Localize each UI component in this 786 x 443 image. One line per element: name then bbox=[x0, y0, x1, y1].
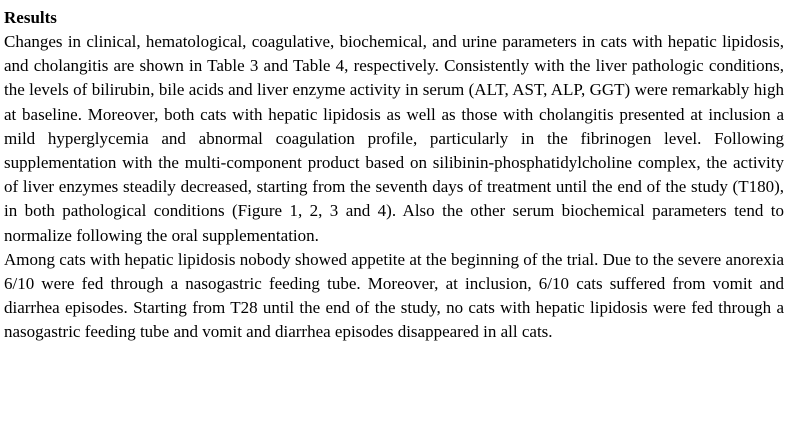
section-heading: Results bbox=[4, 8, 57, 27]
paragraph-1: Changes in clinical, hematological, coagulative, biochemical, and urine parameters in cats with hepatic lipidosis, and cholangitis are shown in Table 3 and Table 4, respectively. Consistently with the liver pathologic conditions, the levels of bilirubin, bile acids and liver enzyme activity in serum (ALT, AST, ALP, GGT) were remarkably high at baseline. Moreover, both cats with hepatic lipidosis as well as those with cholangitis presented at inclusion a mild hyperglycemia and abnormal coagulation profile, particularly in the fibrinogen level. Following supplementation with the multi-component product based on silibinin-phosphatidylcholine complex, the activity of liver enzymes steadily decreased, starting from the seventh days of treatment until the end of the study (T180), in both pathological conditions (Figure 1, 2, 3 and 4). Also the other serum biochemical parameters tend to normalize following the oral supplementation. bbox=[4, 32, 784, 245]
paragraph-2: Among cats with hepatic lipidosis nobody showed appetite at the beginning of the trial. Due to the severe anorexia 6/10 were fed through a nasogastric feeding tube. Moreover, at inclusion, 6/10 cats suffered from vomit and diarrhea episodes. Starting from T28 until the end of the study, no cats with hepatic lipidosis were fed through a nasogastric feeding tube and vomit and diarrhea episodes disappeared in all cats. bbox=[4, 249, 784, 342]
